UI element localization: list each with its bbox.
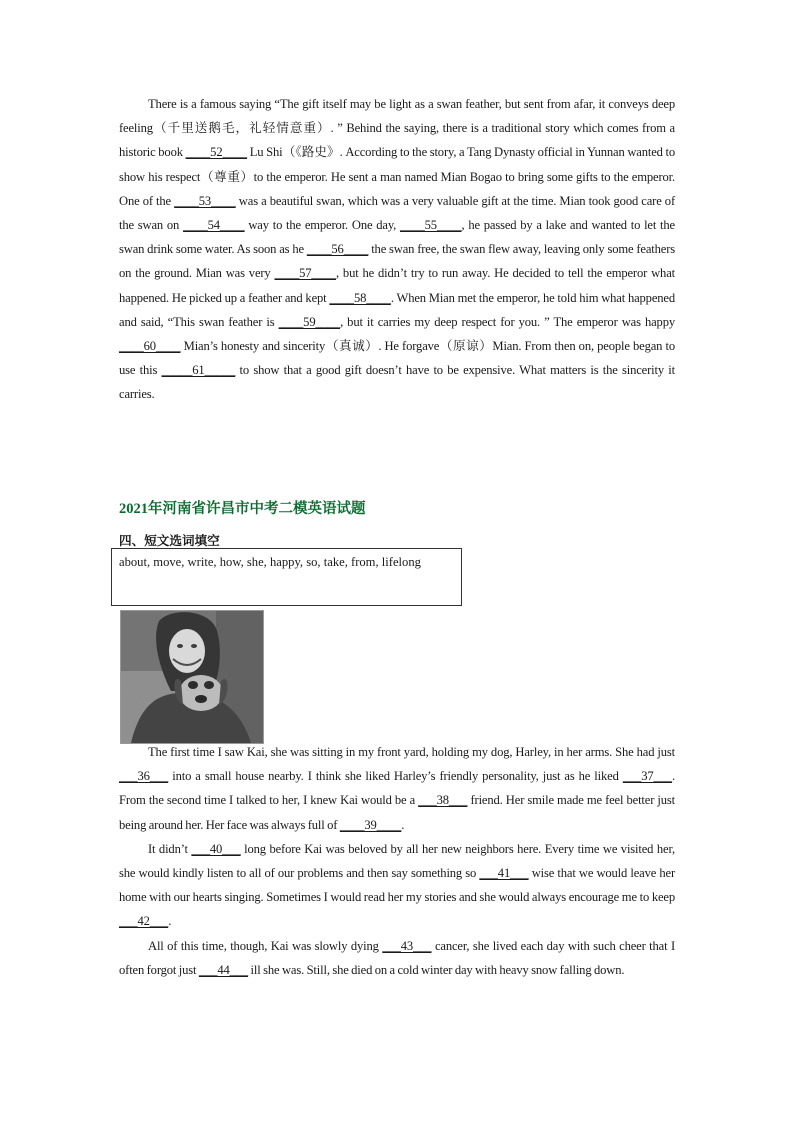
passage-text: Mian’s honesty and sincerity（真诚）. He forgave（原谅）Mian. From then on, people began to use this [119,339,675,378]
passage-text: . From the second time I talked to her, I knew Kai would be a [119,769,675,808]
passage-text: . When Mian met the emperor, he told him what happened and said, “This swan feather is [119,290,675,329]
word-bank-text: about, move, write, how, she, happy, so, take, from, lifelong [119,555,421,569]
passage-paragraph [119,92,675,407]
passage-text: was a beautiful swan, which was a very valuable gift at the time. Mian took good care of the swan on [119,193,675,233]
passage-text: the swan free, the swan flew away, leaving only some feathers on the ground. Mian was very [119,242,675,281]
passage-text: ill she was. Still, she died on a cold winter day with heavy snow falling down. [248,962,625,977]
word-bank-box [111,548,462,606]
answer-blank[interactable]: ____55____ [400,218,462,233]
passage-text: The first time I saw Kai, she was sitting in my front yard, holding my dog, Harley, in her arms. She had just [148,745,675,759]
passage-text: long before Kai was beloved by all her new neighbors here. Every time we visited her, she would kindly listen to all of our problems and then say something so [119,841,675,881]
answer-blank[interactable]: ____39____ [339,817,402,832]
passage-text: wise that we would leave her home with our hearts singing. Sometimes I would read her my stories and she would always encourage me to keep [119,866,675,905]
answer-blank[interactable]: ____54____ [183,218,245,233]
passage-text: Lu Shi（《路史》. According to the story, a Tang Dynasty official in Yunnan wanted to show his respect（尊重）to the emperor. He sent a man named Mian Bogao to bring some gifts to the emperor. One of the [119,145,675,208]
passage-text: There is a famous saying “The gift itself may be light as a swan feather, but sent from afar, it conveys deep feeling（千里送鹅毛，礼轻情意重）. ” Behind the saying, there is a traditional story which comes from a historic book [119,97,675,160]
answer-blank[interactable]: ____58____ [329,290,391,305]
answer-blank[interactable]: ___37___ [622,769,672,784]
passage-paragraph [119,837,675,934]
passage-text: It didn’t [148,841,192,856]
answer-blank[interactable]: ___38___ [418,793,468,808]
answer-blank[interactable]: ____60____ [119,339,181,354]
passage-kai [119,740,675,982]
passage-text: . [401,817,405,832]
answer-blank[interactable]: ____57____ [274,266,336,281]
answer-blank[interactable]: ____59____ [278,314,341,329]
answer-blank[interactable]: ___36___ [119,769,169,784]
passage-swan-feather [119,92,675,407]
passage-text: , but it carries my deep respect for you. ” The emperor was happy [340,314,675,329]
passage-text: way to the emperor. One day, [244,218,400,233]
answer-blank[interactable]: ____56____ [306,242,369,257]
answer-blank[interactable]: _____61_____ [161,363,236,378]
section-subtitle: 四、短文选词填空 [119,534,220,548]
passage-paragraph [119,740,675,837]
passage-text: . [168,914,172,929]
passage-text: All of this time, though, Kai was slowly dying [148,938,383,953]
answer-blank[interactable]: ___44___ [198,962,249,977]
photo-woman-with-dog [120,610,264,744]
exam-title: 2021年河南省许昌市中考二模英语试题 [119,501,366,517]
answer-blank[interactable]: ___41___ [479,866,529,881]
passage-text: friend. Her smile made me feel better just being around her. Her face was always full of [119,793,675,832]
passage-text: to show that a good gift doesn’t have to be expensive. What matters is the sincerity it carries. [119,363,675,402]
passage-text: , but he didn’t try to run away. He decided to tell the emperor what happened. He picked up a feather and kept [119,266,675,305]
answer-blank[interactable]: ___43___ [382,938,432,953]
passage-text: , he passed by a lake and wanted to let the swan drink some water. As soon as he [119,218,675,257]
answer-blank[interactable]: ____53____ [174,193,236,208]
passage-text: into a small house nearby. I think she liked Harley’s friendly personality, just as he liked [168,769,623,784]
passage-text: cancer, she lived each day with such cheer that I often forgot just [119,938,675,977]
passage-paragraph [119,934,675,982]
answer-blank[interactable]: ____52____ [185,145,248,160]
answer-blank[interactable]: ___40___ [191,841,241,856]
answer-blank[interactable]: ___42___ [119,914,169,929]
photo-image [121,611,263,743]
